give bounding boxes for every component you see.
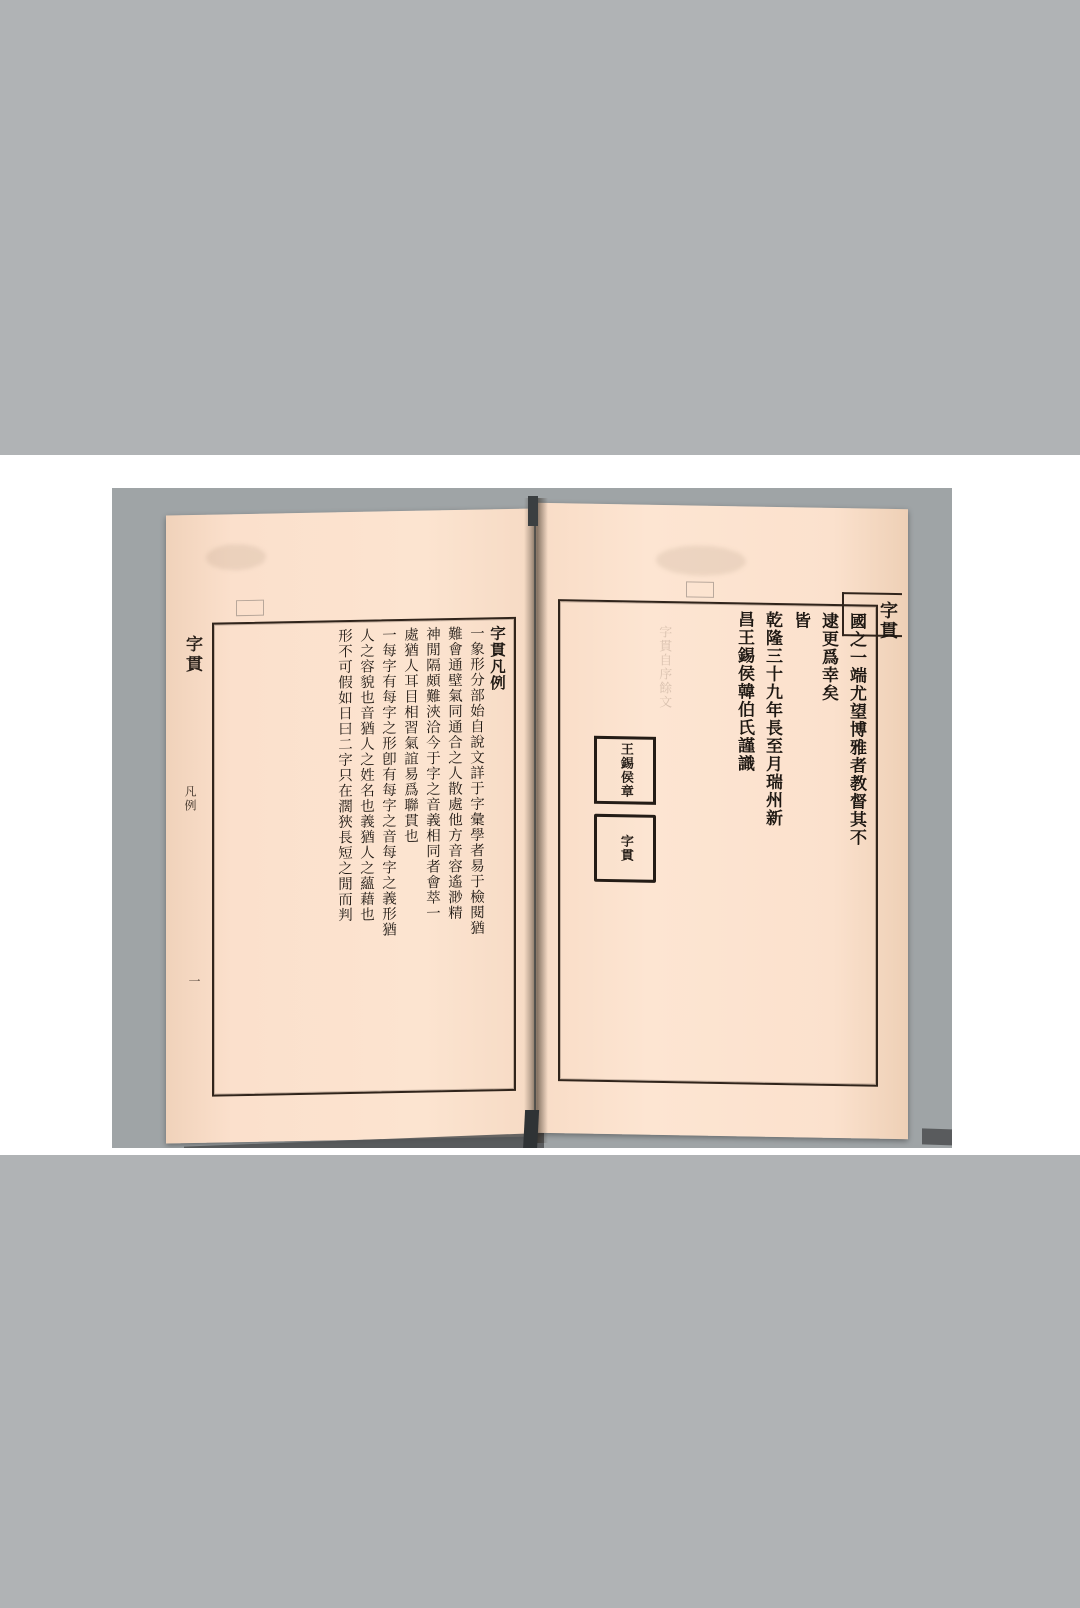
- book-page-left: [166, 508, 534, 1143]
- running-title-left: 字貫: [182, 634, 202, 676]
- page-number-left: 一: [187, 974, 201, 988]
- book-page-right: [536, 503, 908, 1139]
- book-gutter: [524, 498, 548, 1143]
- seal-upper: [594, 736, 656, 805]
- paper-stain: [206, 544, 266, 571]
- text-column: 難會通壁氣同通合之人散處他方音容遙渺精: [446, 625, 462, 921]
- spine-bottom: [523, 1110, 539, 1148]
- text-column: 國之一端尤望博雅者教督其不: [846, 612, 866, 847]
- book-photograph: [112, 488, 952, 1148]
- text-column: 昌王錫侯韓伯氏謹識: [734, 610, 754, 773]
- text-column: 一象形分部始自說文詳于字彙學者易于檢閱猶: [468, 625, 484, 936]
- text-column: 處猶人耳目相習氣誼易爲聯貫也: [402, 626, 418, 845]
- book-title: 字貫: [877, 600, 898, 642]
- text-columns-left: [220, 625, 506, 1082]
- section-heading-left: 字貫凡例: [488, 624, 507, 692]
- running-subtitle-left: 凡例: [183, 784, 197, 814]
- seal-lower-text: 字貫: [617, 834, 633, 863]
- pencil-mark: [686, 581, 714, 597]
- text-column: 逮更爲幸矣: [818, 611, 838, 703]
- open-book: [152, 498, 912, 1143]
- page-edge-right: [922, 1128, 952, 1148]
- text-column: 神閒隔頗難浹洽今于字之音義相同者會萃一: [424, 626, 440, 922]
- pencil-mark: [236, 600, 264, 617]
- text-column: 人之容貌也音猶人之姓名也義猶人之蘊藉也: [358, 627, 374, 923]
- spine-top: [528, 496, 538, 526]
- paper-stain: [656, 545, 746, 577]
- text-column: 乾隆三十九年長至月瑞州新: [762, 610, 782, 828]
- seal-lower: [594, 814, 656, 883]
- bleed-through-text: 字貫自序餘文: [656, 624, 672, 710]
- text-column: 一每字有每字之形卽有每字之音每字之義形猶: [380, 627, 396, 938]
- text-column: 皆: [790, 611, 810, 630]
- seal-upper-text: 王錫侯章: [617, 742, 633, 799]
- text-column: 形不可假如日曰二字只在濶狹長短之閒而判: [336, 627, 352, 923]
- page-edge-left: [184, 1133, 544, 1148]
